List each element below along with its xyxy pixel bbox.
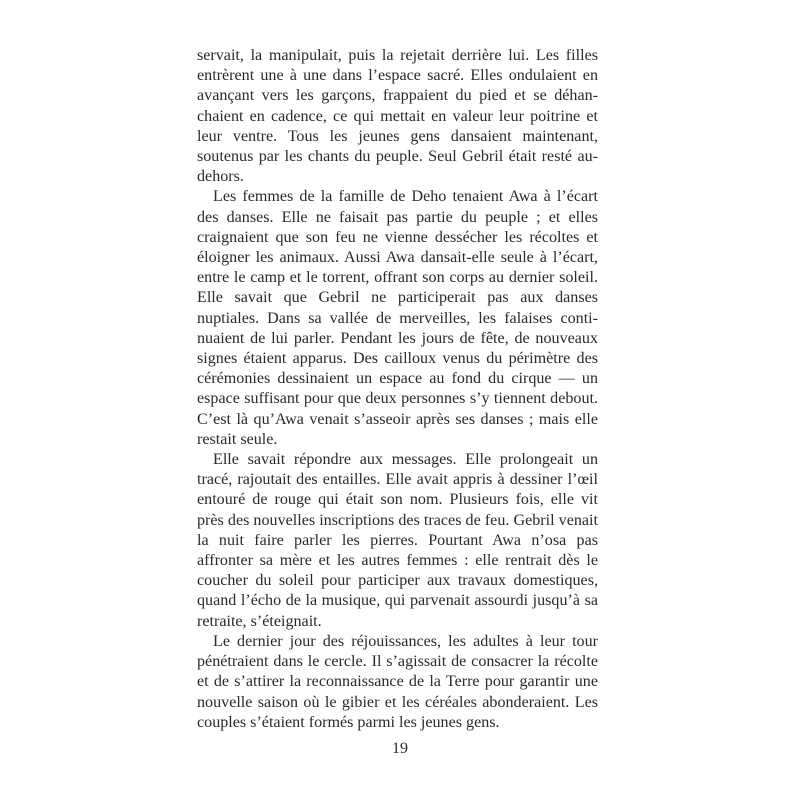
page-number: 19 bbox=[392, 740, 408, 757]
paragraph-1: servait, la manipulait, puis la rejetait derrière lui. Les filles entrèrent une à une dans l’espace sacré. Elles ondulaient en avançant vers les garçons, frappaient du pied et se déhanchaient en cadence, ce qui mettait en valeur leur poitrine et leur ventre. Tous les jeunes gens dansaient maintenant, soutenus par les chants du peuple. Seul Gebril était resté au-dehors. bbox=[197, 47, 598, 186]
paragraph-2: Les femmes de la famille de Deho tenaient Awa à l’écart des danses. Elle ne faisait pas partie du peuple ; et elles craignaient que son feu ne vienne dessécher les récoltes et éloigner les animaux. Aussi Awa dansait-elle seule à l’écart, entre le camp et le torrent, offrant son corps au dernier soleil. Elle savait que Gebril ne participerait pas aux danses nuptiales. Dans sa vallée de merveilles, les falaises continuaient de lui parler. Pendant les jours de fête, de nouveaux signes étaient apparus. Des cailloux venus du périmètre des cérémonies dessinaient un espace au fond du cirque — un espace suffisant pour que deux personnes s’y tiennent debout. C’est là qu’Awa venait s’asseoir après ses danses ; mais elle restait seule. bbox=[197, 188, 598, 448]
paragraph-4: Le dernier jour des réjouissances, les adultes à leur tour pénétraient dans le cercle. Il s’agissait de consacrer la récolte et de s’attirer la reconnaissance de la Terre pour garantir une nouvelle saison où le gibier et les céréales abonderaient. Les couples s’étaient formés parmi les jeunes gens. bbox=[197, 632, 598, 731]
paragraph-3: Elle savait répondre aux messages. Elle prolongeait un tracé, rajoutait des entailles. Elle avait appris à dessiner l’œil entouré de rouge qui était son nom. Plusieurs fois, elle vit près des nouvelles inscriptions des traces de feu. Gebril venait la nuit faire parler les pierres. Pourtant Awa n’osa pas affronter sa mère et les autres femmes : elle rentrait dès le coucher du soleil pour participer aux travaux domestiques, quand l’écho de la musique, qui parvenait assourdi jusqu’à sa retraite, s’éteignait. bbox=[197, 451, 598, 630]
body-text bbox=[197, 46, 598, 733]
